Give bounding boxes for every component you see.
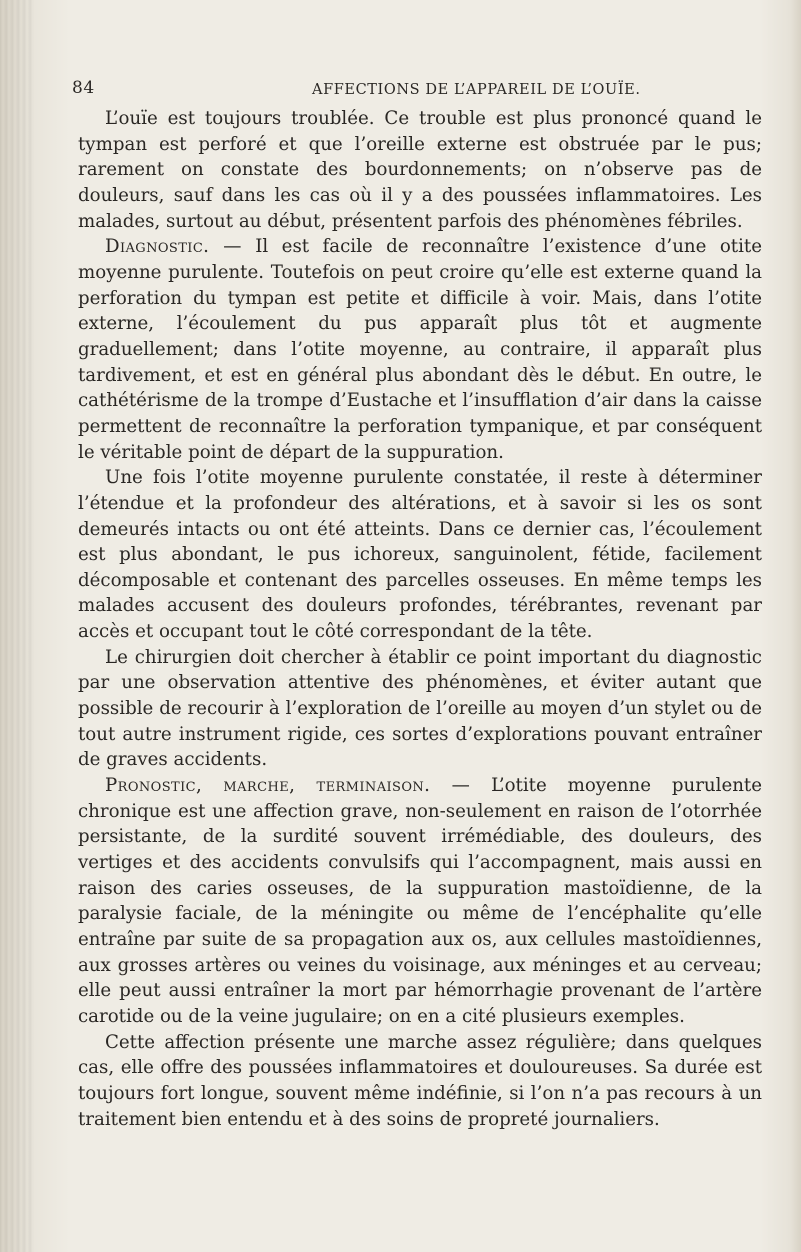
paragraph-text: Cette affection présente une marche assez régulière; dans quelques cas, elle offre des poussées inflammatoires et douloureuses. Sa durée est toujours fort longue, souvent même indéfinie, si l’on n’a pas recours à un traitement bien entendu et à des soins de propreté journaliers. (78, 1031, 762, 1130)
paragraph-hearing (78, 106, 762, 234)
paragraph-text: L’ouïe est toujours troublée. Ce trouble est plus prononcé quand le tympan est perforé et que l’oreille externe est obstruée par le pus; rarement on constate des bourdonnements; on n’observe pas de douleurs, sauf dans les cas où il y a des poussées inflammatoires. Les malades, surtout au début, présentent parfois des phénomènes fébriles. (78, 108, 762, 232)
body-text (78, 106, 762, 1132)
section-heading-prognostic: Pronostic, marche, terminaison. — (105, 775, 471, 797)
running-title: AFFECTIONS DE L’APPAREIL DE L’OUÏE. (312, 82, 641, 98)
paragraph-text: Une fois l’otite moyenne purulente constatée, il reste à déterminer l’étendue et la profondeur des altérations, et à savoir si les os sont demeurés intacts ou ont été atteints. Dans ce dernier cas, l’écoulement est plus abondant, le pus ichoreux, sanguinolent, fétide, facilement décomposable et contenant des parcelles osseuses. En même temps les malades accusent des douleurs profondes, térébrantes, revenant par accès et occupant tout le côté correspondant de la tête. (78, 467, 762, 643)
paragraph-surgeon (78, 645, 762, 773)
page-gutter-shadow (0, 0, 34, 1252)
paragraph-prognostic (78, 773, 762, 1030)
running-head (0, 80, 801, 102)
paragraph-text: Il est facile de reconnaître l’existence d’une otite moyenne purulente. Toutefois on peut croire qu’elle est externe quand la perforation du tympan est petite et difficile à voir. Mais, dans l’otite externe, l’écoulement du pus apparaît plus tôt et augmente graduellement; dans l’otite moyenne, au contraire, il apparaît plus tardivement, et est en général plus abondant dès le début. En outre, le cathétérisme de la trompe d’Eustache et l’insufflation d’air dans la caisse permettent de reconnaître la perforation tympanique, et par conséquent le véritable point de départ de la suppuration. (78, 236, 762, 463)
paragraph-course (78, 1030, 762, 1133)
paragraph-text: Le chirurgien doit chercher à établir ce point important du diagnostic par une observation attentive des phénomènes, et éviter autant que possible de recourir à l’exploration de l’oreille au moyen d’un stylet ou de tout autre instrument rigide, ces sortes d’explorations pouvant entraîner de graves accidents. (78, 646, 762, 771)
paragraph-extent (78, 465, 762, 645)
paragraph-diagnostic (78, 234, 762, 465)
paragraph-text: L’otite moyenne purulente chronique est une affection grave, non-seulement en raison de l’otorrhée persistante, de la surdité souvent irrémédiable, des douleurs, des vertiges et des accidents convulsifs qui l’accompagnent, mais aussi en raison des caries osseuses, de la suppuration mastoïdienne, de la paralysie faciale, de la méningite ou même de l’encéphalite qu’elle entraîne par suite de sa propagation aux os, aux cellules mastoïdiennes, aux grosses artères ou veines du voisinage, aux méninges et au cerveau; elle peut aussi entraîner la mort par hémorrhagie provenant de l’artère carotide ou de la veine jugulaire; on en a cité plusieurs exemples. (78, 775, 762, 1027)
section-heading-diagnostic: Diagnostic. — (105, 236, 242, 258)
page-number: 84 (72, 78, 95, 98)
